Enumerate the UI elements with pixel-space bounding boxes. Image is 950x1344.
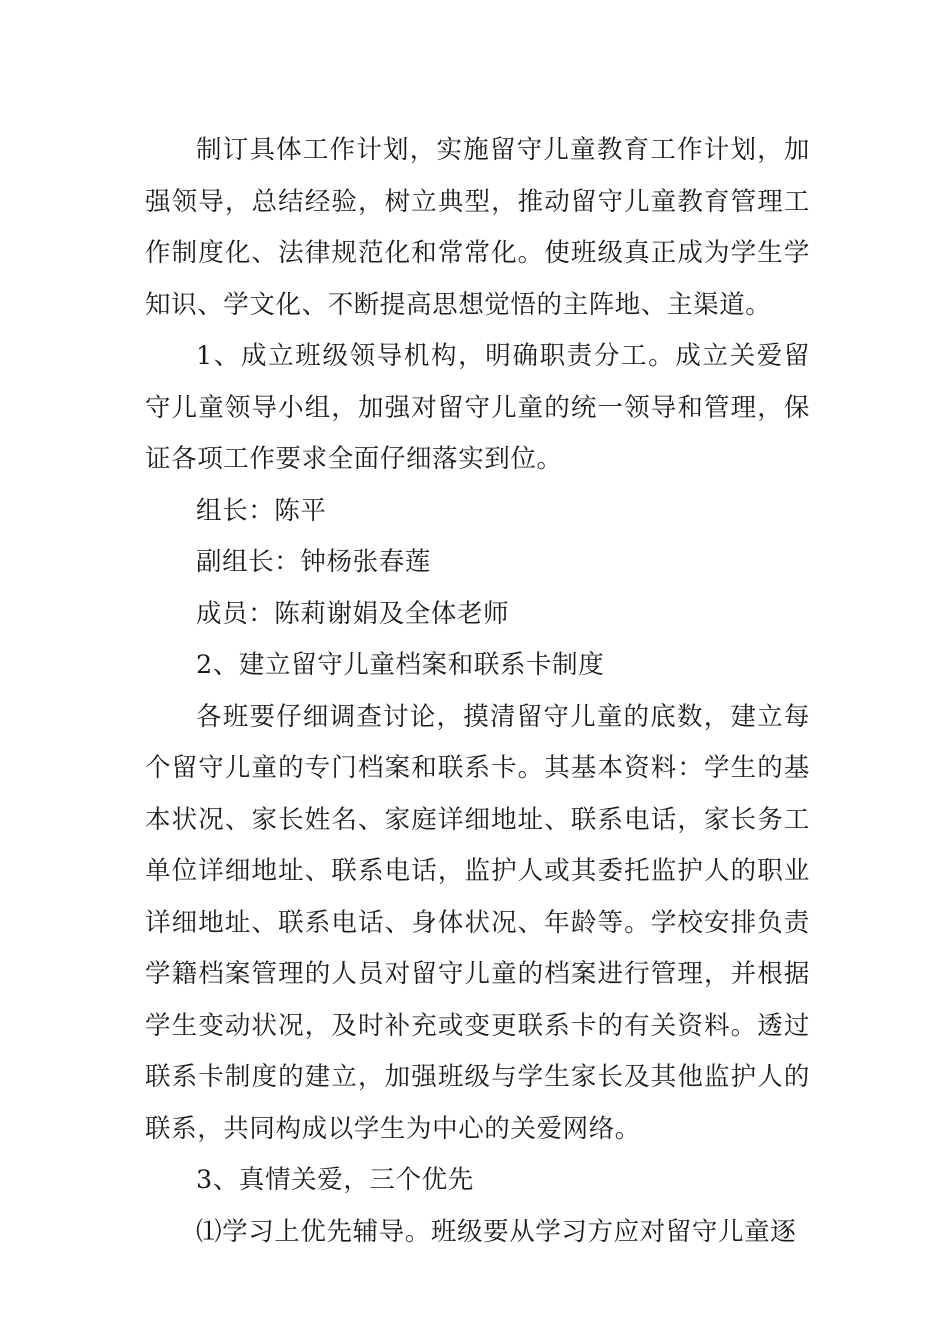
paragraph-members: 成员：陈莉谢娟及全体老师 — [196, 598, 510, 629]
paragraph-group-leader: 组长：陈平 — [196, 495, 327, 526]
document-body — [145, 125, 810, 1258]
paragraph-section-1: 1、成立班级领导机构，明确职责分工。成立关爱留守儿童领导小组，加强对留守儿童的统一领导和管理，保证各项工作要求全面仔细落实到位。 — [145, 341, 810, 474]
paragraph-section-3-item-1: ⑴学习上优先辅导。班级要从学习方应对留守儿童逐 — [196, 1216, 797, 1247]
paragraph-section-2-heading: 2、建立留守儿童档案和联系卡制度 — [196, 650, 605, 680]
paragraph-section-3-heading: 3、真情关爱，三个优先 — [196, 1165, 474, 1195]
paragraph-deputy-leader: 副组长：钟杨张春莲 — [196, 547, 431, 577]
paragraph-section-2-body: 各班要仔细调查讨论，摸清留守儿童的底数，建立每个留守儿童的专门档案和联系卡。其基本资料：学生的基本状况、家长姓名、家庭详细地址、联系电话，家长务工单位详细地址、联系电话，监护人或其委托监护人的职业详细地址、联系电话、身体状况、年龄等。学校安排负责学籍档案管理的人员对留守儿童的档案进行管理，并根据学生变动状况，及时补充或变更联系卡的有关资料。透过联系卡制度的建立，加强班级与学生家长及其他监护人的联系，共同构成以学生为中心的关爱网络。 — [145, 701, 810, 1144]
paragraph-intro: 制订具体工作计划，实施留守儿童教育工作计划，加强领导，总结经验，树立典型，推动留守儿童教育管理工作制度化、法律规范化和常常化。使班级真正成为学生学知识、学文化、不断提高思想觉悟的主阵地、主渠道。 — [145, 135, 810, 320]
